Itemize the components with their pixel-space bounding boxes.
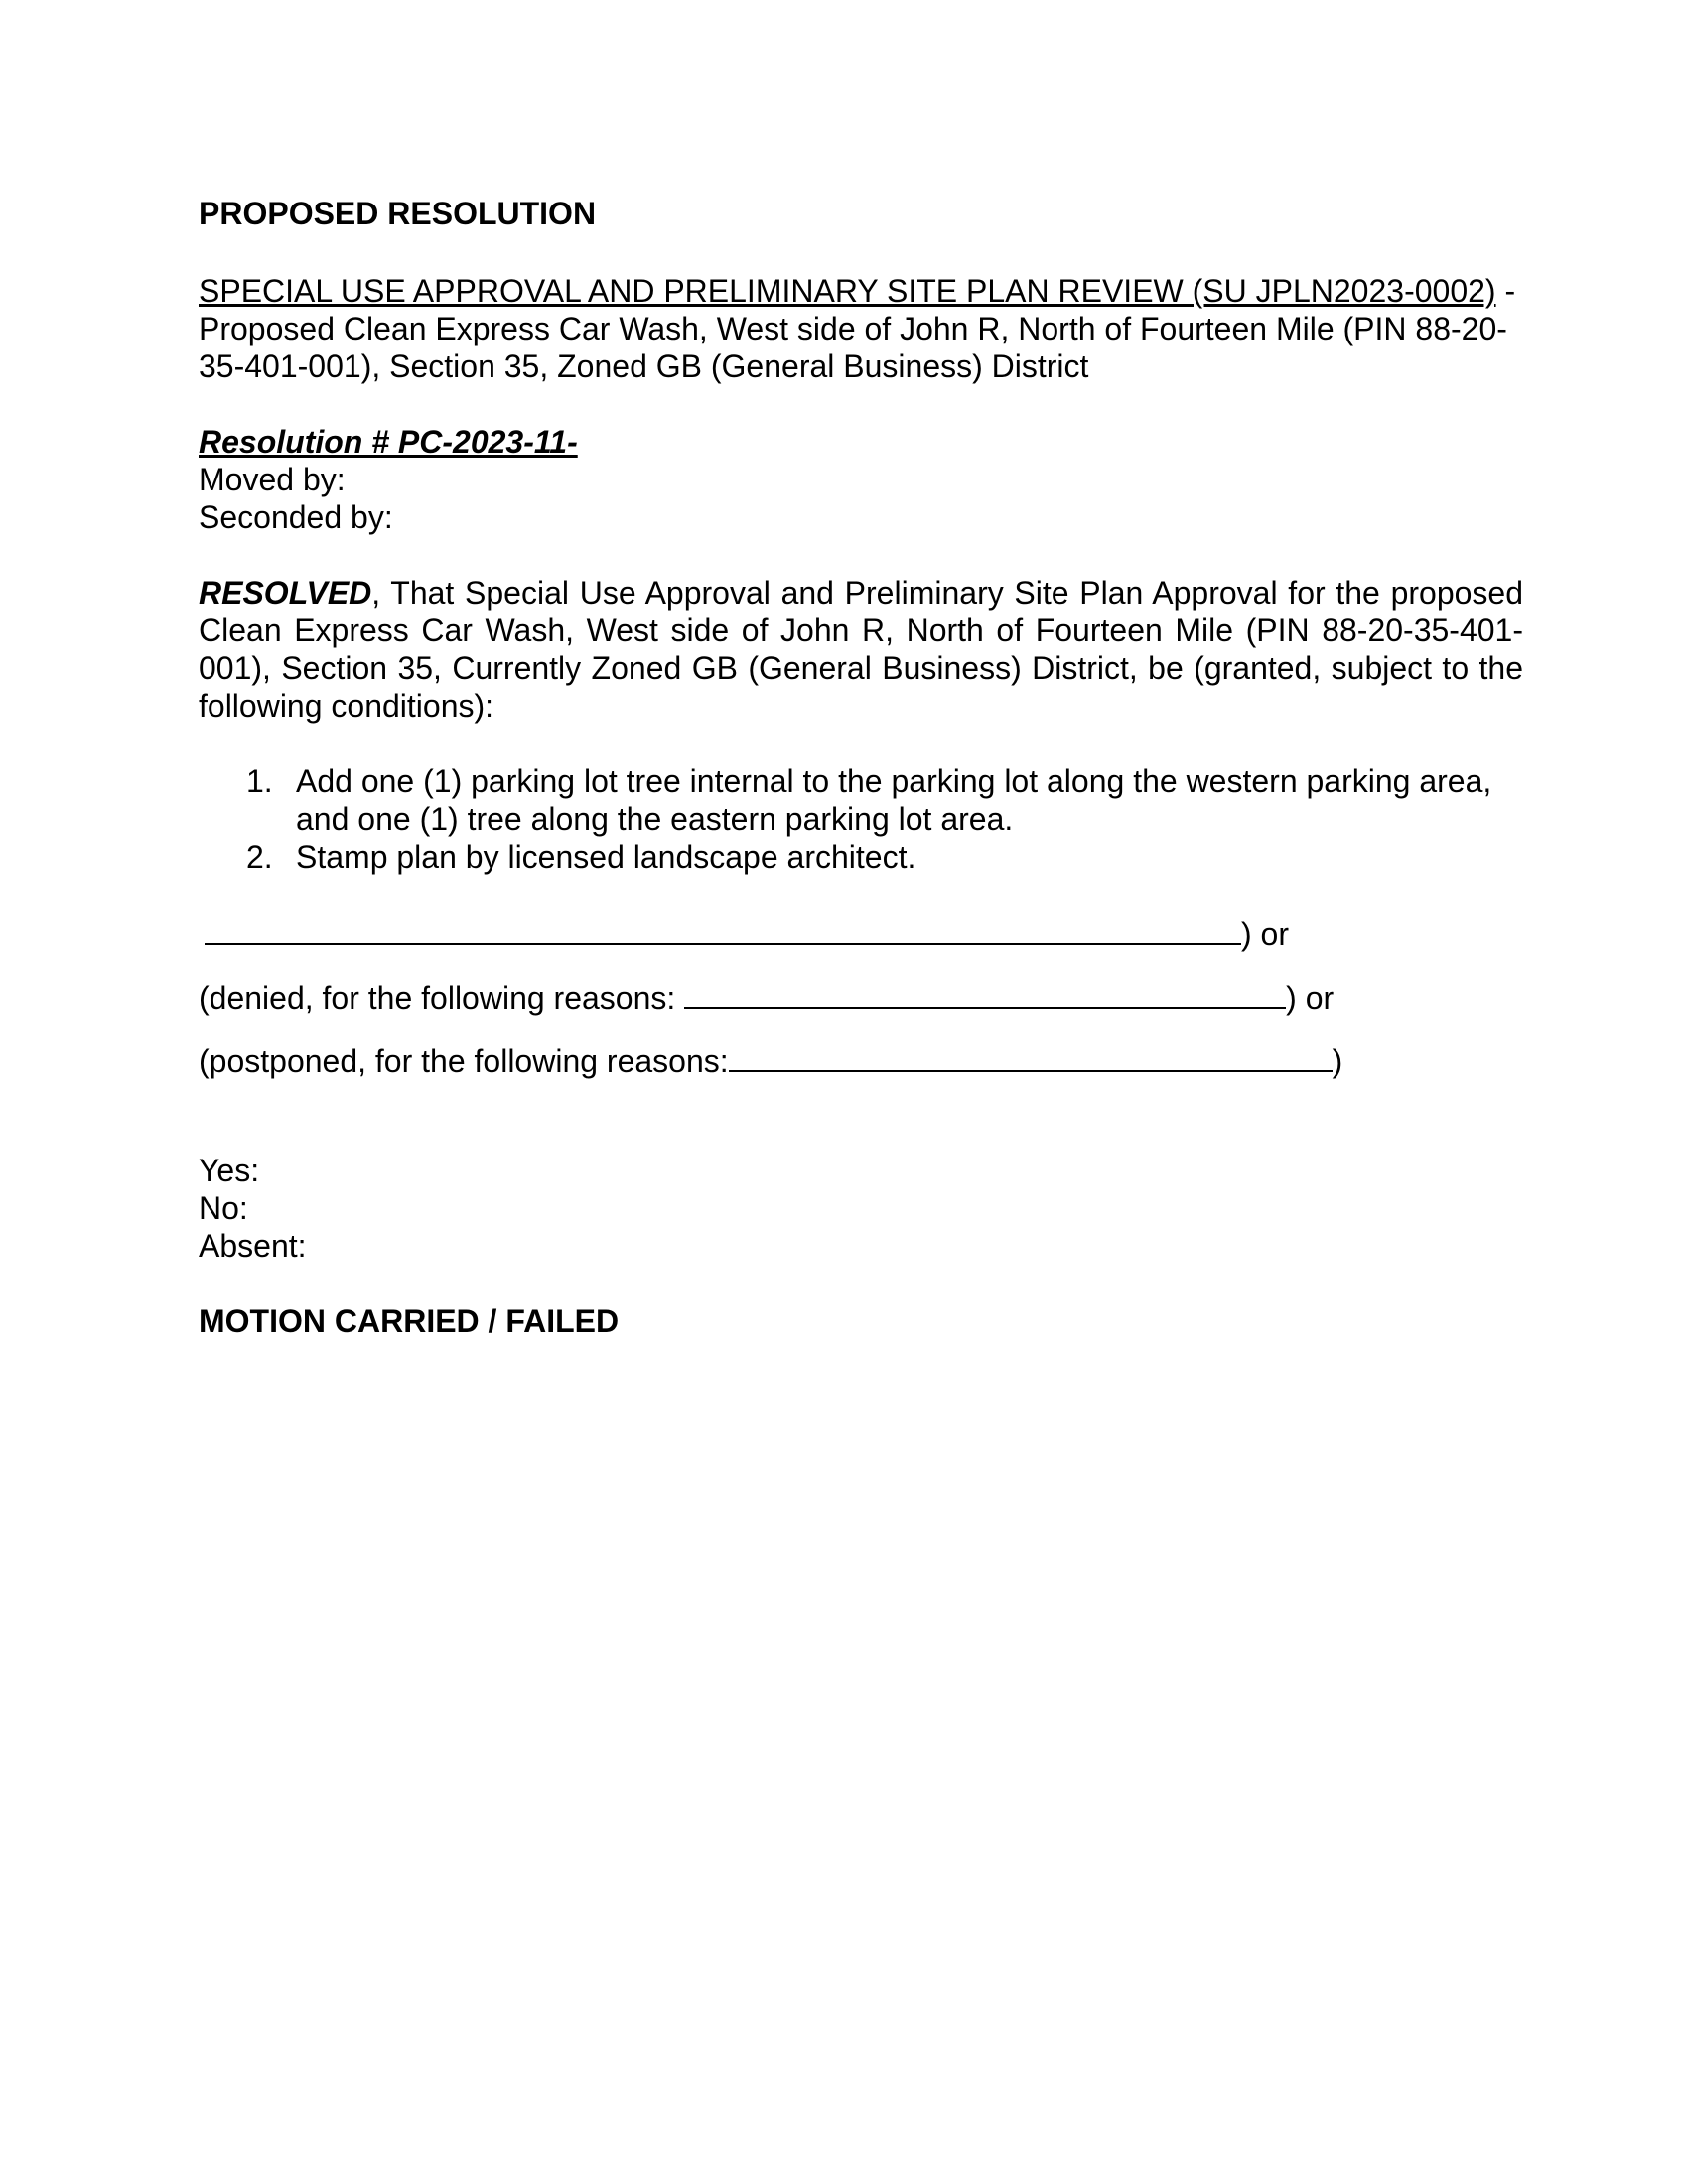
subject-title: SPECIAL USE APPROVAL AND PRELIMINARY SITE PLAN REVIEW (SU JPLN2023-0002) — [199, 273, 1496, 309]
resolution-subject — [199, 272, 1523, 385]
conditions-list — [199, 762, 1523, 876]
resolved-keyword: RESOLVED — [199, 575, 372, 611]
postponed-row — [199, 1040, 1523, 1078]
vote-tally — [199, 1152, 1523, 1265]
document-heading: PROPOSED RESOLUTION — [199, 196, 597, 231]
denied-blank-line[interactable] — [684, 977, 1286, 1009]
postponed-label: (postponed, for the following reasons: — [199, 1043, 729, 1079]
condition-text: Add one (1) parking lot tree internal to the parking lot along the western parking area, and one (1) tree along the eastern parking lot area. — [296, 763, 1492, 837]
motion-result: MOTION CARRIED / FAILED — [199, 1303, 620, 1339]
resolved-text: , That Special Use Approval and Preliminary Site Plan Approval for the proposed Clean Express Car Wash, West side of John R, North of Fourteen Mile (PIN 88-20-35-401-001), Section 35, Currently Zoned GB (General Business) District, be (granted, subject to the following conditions): — [199, 575, 1523, 724]
document-page — [199, 195, 1523, 1340]
resolution-number: Resolution # PC-2023-11- — [199, 424, 578, 460]
denied-row — [199, 977, 1523, 1015]
vote-no-label: No: — [199, 1190, 248, 1226]
condition-number: 1. — [246, 763, 273, 799]
list-item — [199, 838, 1523, 876]
postponed-blank-line[interactable] — [729, 1040, 1333, 1072]
condition-text: Stamp plan by licensed landscape architect. — [296, 839, 916, 875]
subject-description: - Proposed Clean Express Car Wash, West side of John R, North of Fourteen Mile (PIN 88-20-35-401-001), Section 35, Zoned GB (General Business) District — [199, 273, 1516, 384]
granted-suffix: ) or — [1241, 916, 1289, 952]
granted-blank-line[interactable] — [205, 913, 1241, 945]
denied-label: (denied, for the following reasons: — [199, 980, 685, 1016]
list-item — [199, 762, 1523, 838]
resolution-info — [199, 423, 1523, 536]
condition-number: 2. — [246, 839, 273, 875]
moved-by-label: Moved by: — [199, 462, 346, 497]
granted-row — [199, 913, 1523, 951]
vote-absent-label: Absent: — [199, 1228, 307, 1264]
denied-suffix: ) or — [1286, 980, 1335, 1016]
seconded-by-label: Seconded by: — [199, 499, 393, 535]
postponed-suffix: ) — [1332, 1043, 1343, 1079]
vote-yes-label: Yes: — [199, 1153, 260, 1188]
resolved-paragraph — [199, 574, 1523, 725]
